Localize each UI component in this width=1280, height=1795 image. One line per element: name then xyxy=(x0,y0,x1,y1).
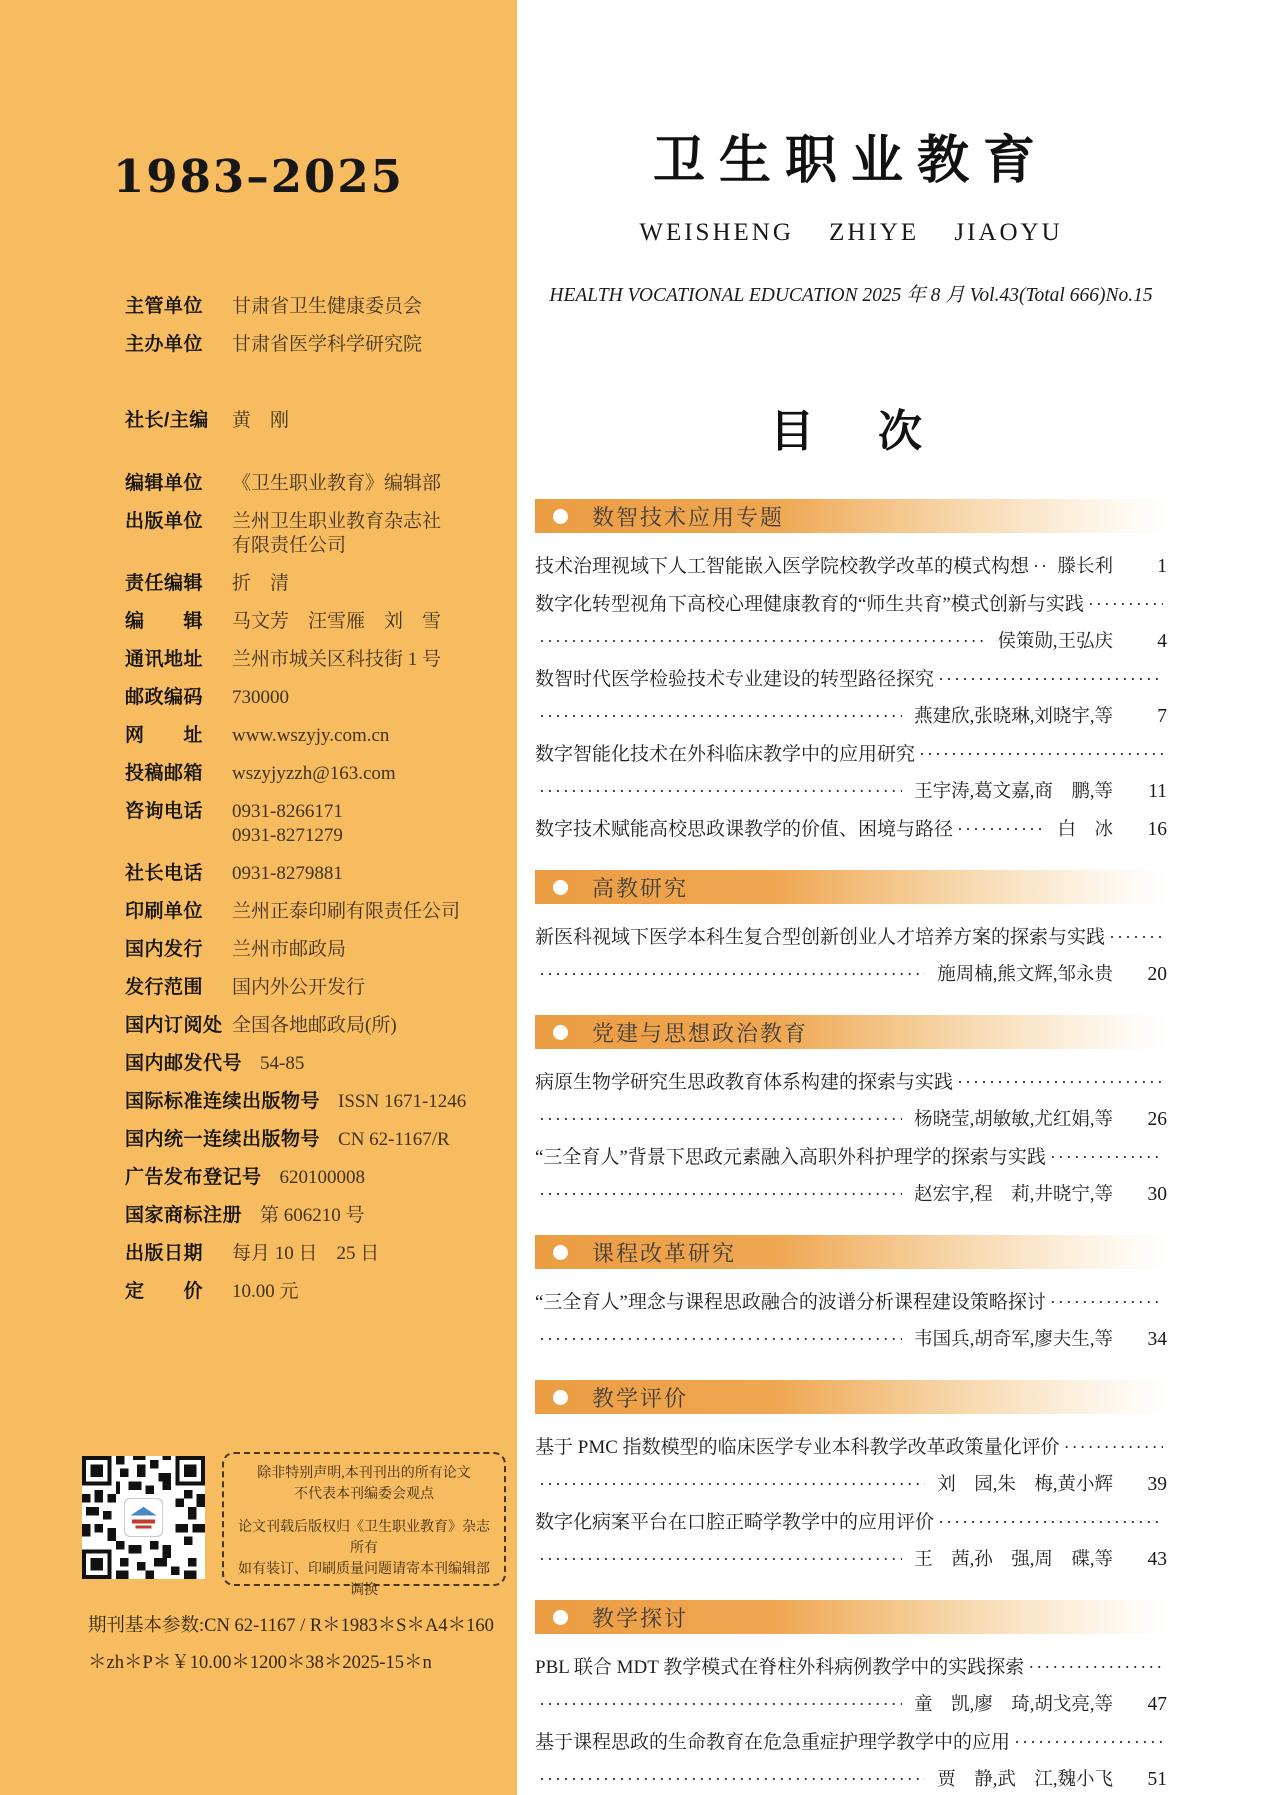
toc-article-continued xyxy=(535,1546,1167,1574)
article-page-number: 51 xyxy=(1147,1769,1167,1790)
info-row xyxy=(125,938,517,962)
info-label: 印刷单位 xyxy=(125,901,204,922)
info-label: 国家商标注册 xyxy=(125,1205,243,1226)
toc-article-continued xyxy=(535,1471,1167,1499)
article-authors: 韦国兵,胡奇军,廖夫生,等 xyxy=(914,1330,1113,1350)
info-label: 国内发行 xyxy=(125,939,204,960)
article-title: 病原生物学研究生思政教育体系构建的探索与实践 xyxy=(535,1072,954,1093)
section-band xyxy=(535,499,1167,533)
article-page-number: 11 xyxy=(1148,781,1167,802)
article-page-number: 39 xyxy=(1147,1474,1167,1495)
info-row xyxy=(125,1052,517,1076)
info-label: 主管单位 xyxy=(125,296,204,317)
info-label: 投稿邮箱 xyxy=(125,763,204,784)
info-label: 出版日期 xyxy=(125,1243,204,1264)
info-label: 广告发布登记号 xyxy=(125,1167,262,1188)
section-band xyxy=(535,870,1167,904)
notice-line: 不代表本刊编委会观点 xyxy=(294,1487,434,1502)
toc-article-continued xyxy=(535,1691,1167,1719)
section-label: 数智技术应用专题 xyxy=(592,504,785,530)
info-row xyxy=(125,510,517,558)
toc-page xyxy=(517,0,1280,1795)
info-label: 通讯地址 xyxy=(125,649,204,670)
dot-leader xyxy=(957,1069,1163,1096)
info-value: 《卫生职业教育》编辑部 xyxy=(232,473,442,494)
dot-leader xyxy=(539,628,985,655)
info-row xyxy=(125,610,517,634)
params-line: ＊zh＊P＊￥10.00＊1200＊38＊2025-15＊n xyxy=(88,1653,432,1673)
section-bullet-icon xyxy=(553,1025,568,1040)
article-page-number: 30 xyxy=(1147,1184,1167,1205)
info-value: 国内外公开发行 xyxy=(232,977,366,998)
section-band xyxy=(535,1015,1167,1049)
info-label: 编辑单位 xyxy=(125,473,204,494)
article-title: 数智时代医学检验技术专业建设的转型路径探究 xyxy=(535,669,935,690)
section-bullet-icon xyxy=(553,509,568,524)
article-page-number: 4 xyxy=(1157,631,1167,652)
toc-article xyxy=(535,1434,1167,1461)
toc-article-continued xyxy=(535,1766,1167,1794)
info-value: 黄 刚 xyxy=(232,410,290,431)
toc-article xyxy=(535,741,1167,768)
section-bullet-icon xyxy=(553,1390,568,1405)
info-value: 620100008 xyxy=(279,1167,366,1188)
info-row xyxy=(125,472,517,496)
notice-box xyxy=(222,1452,506,1598)
dot-leader xyxy=(539,1106,902,1133)
toc-article xyxy=(535,1069,1167,1096)
article-title: 数字化病案平台在口腔正畸学教学中的应用评价 xyxy=(535,1512,935,1533)
toc-article xyxy=(535,666,1167,693)
dot-leader xyxy=(539,778,902,805)
years-range: 1983–2025 xyxy=(113,150,404,203)
info-row xyxy=(125,800,517,848)
info-value: 兰州市邮政局 xyxy=(232,939,347,960)
article-authors: 施周楠,熊文辉,邹永贵 xyxy=(937,965,1113,985)
toc-article xyxy=(535,553,1167,581)
info-value: 兰州市城关区科技街 1 号 xyxy=(232,649,442,670)
article-title: “三全育人”背景下思政元素融入高职外科护理学的探索与实践 xyxy=(535,1147,1046,1168)
info-row xyxy=(125,1014,517,1038)
info-label: 出版单位 xyxy=(125,511,204,532)
info-value: 每月 10 日 25 日 xyxy=(232,1243,380,1264)
info-row xyxy=(125,648,517,672)
article-title: 技术治理视域下人工智能嵌入医学院校教学改革的模式构想 xyxy=(535,556,1030,577)
info-row xyxy=(125,1090,517,1114)
info-value: 甘肃省医学科学研究院 xyxy=(232,334,423,355)
info-label: 责任编辑 xyxy=(125,573,204,594)
toc-article xyxy=(535,1729,1167,1756)
section-band xyxy=(535,1235,1167,1269)
article-authors: 杨晓莹,胡敏敏,尤红娟,等 xyxy=(914,1110,1113,1130)
info-row xyxy=(125,900,517,924)
info-label: 发行范围 xyxy=(125,977,204,998)
info-label: 社长电话 xyxy=(125,863,204,884)
article-page-number: 34 xyxy=(1147,1329,1167,1350)
info-label: 国际标准连续出版物号 xyxy=(125,1091,321,1112)
section-band xyxy=(535,1600,1167,1634)
toc-article-continued xyxy=(535,961,1167,989)
journal-issue-line: HEALTH VOCATIONAL EDUCATION 2025 年 8 月 Vol.43(Total 666)No.15 xyxy=(549,285,1153,306)
toc-article-continued xyxy=(535,703,1167,731)
article-title: PBL 联合 MDT 教学模式在脊柱外科病例教学中的实践探索 xyxy=(535,1657,1025,1678)
info-value: 兰州卫生职业教育杂志社 xyxy=(232,511,442,532)
info-value: 0931-8279881 xyxy=(232,863,343,884)
dot-leader xyxy=(539,703,902,730)
info-value-line2: 0931-8271279 xyxy=(232,825,343,846)
article-authors: 赵宏宇,程 莉,井晓宁,等 xyxy=(914,1185,1113,1205)
info-value: 第 606210 号 xyxy=(260,1205,365,1226)
section-label: 教学探讨 xyxy=(592,1605,689,1631)
info-value: ISSN 1671-1246 xyxy=(338,1091,467,1112)
info-value: www.wszyjy.com.cn xyxy=(232,725,390,746)
info-row xyxy=(125,862,517,886)
dot-leader xyxy=(957,816,1045,843)
info-row xyxy=(125,976,517,1000)
article-title: 基于 PMC 指数模型的临床医学专业本科教学改革政策量化评价 xyxy=(535,1437,1060,1458)
dot-leader xyxy=(1064,1434,1163,1461)
dot-leader xyxy=(1050,1144,1163,1171)
info-label: 社长/主编 xyxy=(125,410,209,431)
info-row xyxy=(125,1204,517,1228)
info-row xyxy=(125,409,517,433)
info-value: 全国各地邮政局(所) xyxy=(232,1015,397,1036)
params-line: 期刊基本参数:CN 62-1167 / R＊1983＊S＊A4＊160 xyxy=(88,1616,494,1636)
toc-article-continued xyxy=(535,1181,1167,1209)
section-bullet-icon xyxy=(553,880,568,895)
article-page-number: 47 xyxy=(1147,1694,1167,1715)
qr-center-logo xyxy=(124,1498,162,1536)
dot-leader xyxy=(1028,1654,1163,1681)
toc-sections xyxy=(535,499,1167,1794)
info-row xyxy=(125,1128,517,1152)
article-authors: 滕长利 xyxy=(1057,557,1113,577)
article-page-number: 26 xyxy=(1147,1109,1167,1130)
info-value-line2: 有限责任公司 xyxy=(232,535,347,556)
article-authors: 白 冰 xyxy=(1057,820,1113,840)
article-page-number: 20 xyxy=(1147,964,1167,985)
section-label: 高教研究 xyxy=(592,875,689,901)
journal-title-pinyin: WEISHENG ZHIYE JIAOYU xyxy=(639,219,1063,246)
toc-article xyxy=(535,924,1167,951)
article-title: 数字化转型视角下高校心理健康教育的“师生共育”模式创新与实践 xyxy=(535,594,1084,615)
info-value: 730000 xyxy=(232,687,289,708)
notice-line: 除非特别声明,本刊刊出的所有论文 xyxy=(257,1466,471,1481)
dot-leader xyxy=(1088,591,1163,618)
notice-line: 论文刊载后版权归《卫生职业教育》杂志所有 xyxy=(238,1520,490,1556)
info-value: 甘肃省卫生健康委员会 xyxy=(232,296,423,317)
info-label: 国内订阅处 xyxy=(125,1015,223,1036)
dot-leader xyxy=(539,1766,925,1793)
toc-article-continued xyxy=(535,1106,1167,1134)
toc-article-continued xyxy=(535,1326,1167,1354)
info-row xyxy=(125,295,517,319)
cover-left-panel xyxy=(0,0,517,1795)
info-value: 0931-8266171 xyxy=(232,801,343,822)
section-bullet-icon xyxy=(553,1245,568,1260)
section-bullet-icon xyxy=(553,1610,568,1625)
dot-leader xyxy=(1050,1289,1163,1316)
dot-leader xyxy=(919,741,1163,768)
article-authors: 贾 静,武 江,魏小飞 xyxy=(937,1770,1113,1790)
info-value: 兰州正泰印刷有限责任公司 xyxy=(232,901,461,922)
article-title: 数字智能化技术在外科临床教学中的应用研究 xyxy=(535,744,916,765)
info-label: 咨询电话 xyxy=(125,801,204,822)
dot-leader xyxy=(1014,1729,1163,1756)
article-authors: 王 茜,孙 强,周 碟,等 xyxy=(914,1550,1113,1570)
toc-title: 目 次 xyxy=(770,407,932,456)
article-authors: 刘 园,朱 梅,黄小辉 xyxy=(937,1475,1113,1495)
toc-article-continued xyxy=(535,628,1167,656)
info-value: wszyjyzzh@163.com xyxy=(232,763,396,784)
notice-line: 如有装订、印刷质量问题请寄本刊编辑部调换 xyxy=(238,1562,490,1598)
article-authors: 燕建欣,张晓琳,刘晓宇,等 xyxy=(914,707,1113,727)
dot-leader xyxy=(938,1509,1163,1536)
article-page-number: 7 xyxy=(1157,706,1167,727)
article-authors: 侯策勋,王弘庆 xyxy=(997,632,1113,652)
article-page-number: 16 xyxy=(1147,819,1167,840)
toc-article xyxy=(535,1144,1167,1171)
article-authors: 王宇涛,葛文嘉,商 鹏,等 xyxy=(914,782,1113,802)
info-row xyxy=(125,762,517,786)
info-row xyxy=(125,572,517,596)
info-value: 54-85 xyxy=(260,1053,305,1074)
toc-article xyxy=(535,816,1167,844)
article-page-number: 1 xyxy=(1157,556,1167,577)
article-title: 数字技术赋能高校思政课教学的价值、困境与路径 xyxy=(535,819,954,840)
dot-leader xyxy=(938,666,1163,693)
article-title: 新医科视域下医学本科生复合型创新创业人才培养方案的探索与实践 xyxy=(535,927,1106,948)
info-value: 10.00 元 xyxy=(232,1281,299,1302)
dot-leader xyxy=(1033,553,1045,580)
info-value: CN 62-1167/R xyxy=(338,1129,450,1150)
section-band xyxy=(535,1380,1167,1414)
info-value: 折 清 xyxy=(232,573,290,594)
info-label: 国内统一连续出版物号 xyxy=(125,1129,321,1150)
toc-article xyxy=(535,591,1167,618)
info-row xyxy=(125,333,517,357)
section-label: 课程改革研究 xyxy=(592,1240,737,1266)
info-label: 邮政编码 xyxy=(125,687,204,708)
info-value: 马文芳 汪雪雁 刘 雪 xyxy=(232,611,442,632)
journal-title-cn: 卫生职业教育 xyxy=(652,130,1049,191)
toc-article xyxy=(535,1509,1167,1536)
dot-leader xyxy=(539,1471,925,1498)
toc-article xyxy=(535,1289,1167,1316)
info-label: 国内邮发代号 xyxy=(125,1053,243,1074)
dot-leader xyxy=(539,1546,902,1573)
dot-leader xyxy=(539,1326,902,1353)
article-authors: 童 凯,廖 琦,胡戈亮,等 xyxy=(914,1695,1113,1715)
dot-leader xyxy=(1109,924,1163,951)
info-row xyxy=(125,1166,517,1190)
section-label: 党建与思想政治教育 xyxy=(592,1020,809,1046)
dot-leader xyxy=(539,1181,902,1208)
article-title: “三全育人”理念与课程思政融合的波谱分析课程建设策略探讨 xyxy=(535,1292,1046,1313)
info-label: 主办单位 xyxy=(125,334,204,355)
info-label: 编 辑 xyxy=(125,611,204,632)
dot-leader xyxy=(539,1691,902,1718)
toc-article-continued xyxy=(535,778,1167,806)
dot-leader xyxy=(539,961,925,988)
publication-info-list xyxy=(125,295,517,1304)
info-label: 网 址 xyxy=(125,725,204,746)
journal-parameters xyxy=(88,1608,508,1682)
info-row xyxy=(125,686,517,710)
qr-code xyxy=(82,1456,205,1579)
info-row xyxy=(125,724,517,748)
article-page-number: 43 xyxy=(1147,1549,1167,1570)
toc-article xyxy=(535,1654,1167,1681)
info-label: 定 价 xyxy=(125,1281,204,1302)
info-row xyxy=(125,1242,517,1266)
article-title: 基于课程思政的生命教育在危急重症护理学教学中的应用 xyxy=(535,1732,1011,1753)
section-label: 教学评价 xyxy=(592,1385,689,1411)
info-row xyxy=(125,1280,517,1304)
